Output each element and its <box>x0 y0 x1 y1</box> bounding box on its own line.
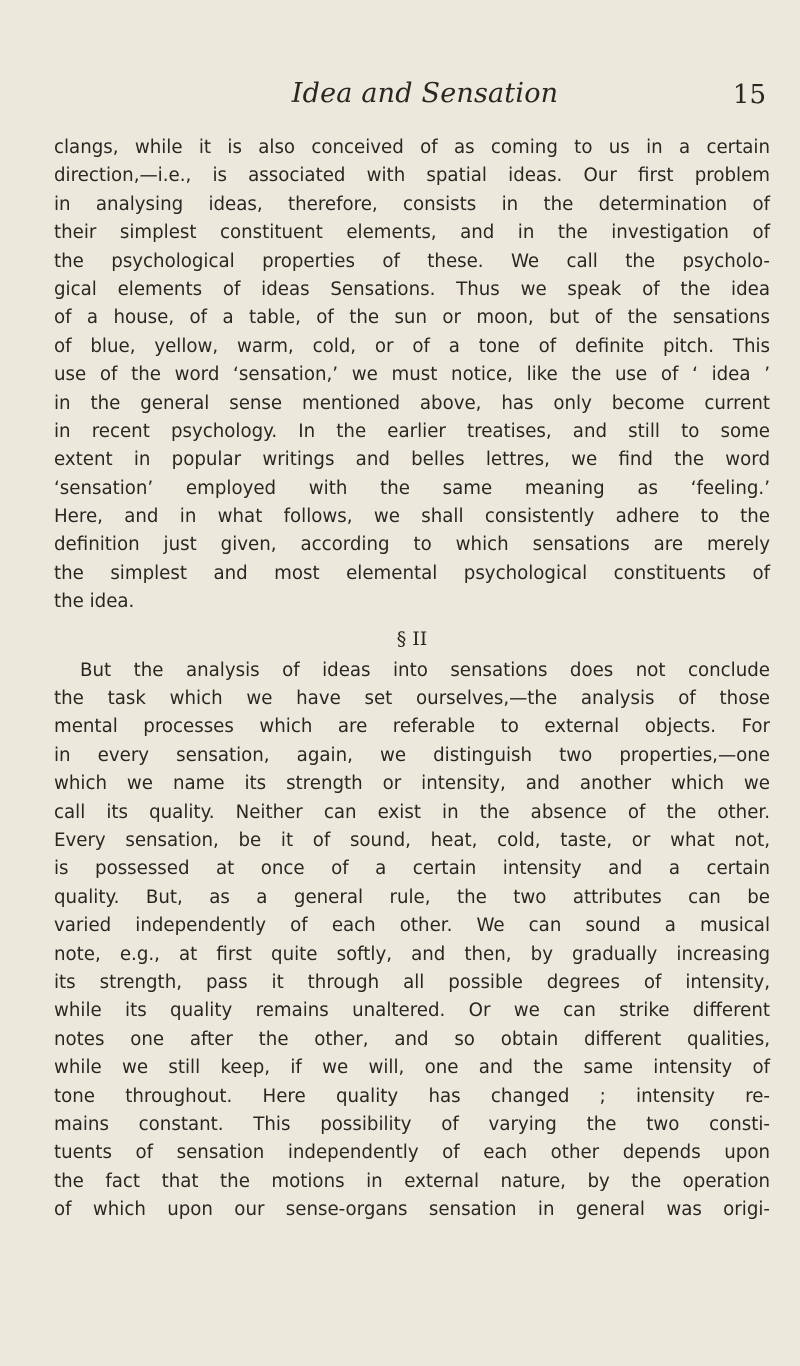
text-line: Every sensation, be it of sound, heat, cold, taste, or what not, <box>54 829 770 851</box>
text-line: note, e.g., at first quite softly, and then, by gradually increasing <box>54 943 770 965</box>
text-line: call its quality. Neither can exist in the absence of the other. <box>54 801 770 823</box>
text-line: tuents of sensation independently of each other depends upon <box>54 1142 770 1164</box>
text-line: their simplest constituent elements, and in the investigation of <box>54 222 770 244</box>
page-header <box>54 78 796 118</box>
text-line: tone throughout. Here quality has changed ; intensity re- <box>54 1085 770 1107</box>
page-number: 15 <box>732 80 766 110</box>
text-line: mains constant. This possibility of varying the two consti- <box>54 1113 770 1135</box>
text-line: Here, and in what follows, we shall consistently adhere to the <box>54 506 770 528</box>
text-line: is possessed at once of a certain intensity and a certain <box>54 858 770 880</box>
section-heading: § II <box>396 627 428 650</box>
text-line: while its quality remains unaltered. Or we can strike different <box>54 1000 770 1022</box>
text-line: its strength, pass it through all possible degrees of intensity, <box>54 971 770 993</box>
text-line: mental processes which are referable to external objects. For <box>54 716 770 738</box>
text-line: while we still keep, if we will, one and the same intensity of <box>54 1057 770 1079</box>
text-line: the psychological properties of these. We call the psycholo- <box>54 250 770 272</box>
text-line: the simplest and most elemental psychological constituents of <box>54 562 770 584</box>
text-line: ‘sensation’ employed with the same meaning as ‘feeling.’ <box>54 477 770 499</box>
text-line: clangs, while it is also conceived of as coming to us in a certain <box>54 137 770 158</box>
text-line: of blue, yellow, warm, cold, or of a tone of definite pitch. This <box>54 335 770 357</box>
text-line: use of the word ‘sensation,’ we must notice, like the use of ‘ idea ’ <box>54 364 770 386</box>
text-line: in every sensation, again, we distinguish two properties,—one <box>54 744 770 766</box>
text-line: of a house, of a table, of the sun or moon, but of the sensations <box>54 307 770 329</box>
body-text <box>54 134 770 1224</box>
text-line: gical elements of ideas Sensations. Thus we speak of the idea <box>54 278 770 300</box>
paragraph-2 <box>54 657 770 1225</box>
text-line: the idea. <box>54 591 135 613</box>
text-line: But the analysis of ideas into sensations does not conclude <box>80 659 770 681</box>
text-line: in recent psychology. In the earlier treatises, and still to some <box>54 420 770 442</box>
text-line: which we name its strength or intensity, and another which we <box>54 773 770 795</box>
text-line: direction,—i.e., is associated with spatial ideas. Our first problem <box>54 165 770 187</box>
text-line: quality. But, as a general rule, the two attributes can be <box>54 886 770 908</box>
running-title: Idea and Sensation <box>291 78 559 109</box>
text-line: extent in popular writings and belles lettres, we find the word <box>54 449 770 471</box>
text-line: varied independently of each other. We can sound a musical <box>54 915 770 937</box>
text-line: notes one after the other, and so obtain different qualities, <box>54 1028 770 1050</box>
paragraph-1 <box>54 134 770 617</box>
text-line: the task which we have set ourselves,—the analysis of those <box>54 688 770 710</box>
text-line: in the general sense mentioned above, has only become current <box>54 392 770 414</box>
text-line: the fact that the motions in external nature, by the operation <box>54 1170 770 1192</box>
text-line: in analysing ideas, therefore, consists in the determination of <box>54 193 770 215</box>
text-line: of which upon our sense-organs sensation in general was origi- <box>54 1199 770 1221</box>
text-line: definition just given, according to which sensations are merely <box>54 534 770 556</box>
